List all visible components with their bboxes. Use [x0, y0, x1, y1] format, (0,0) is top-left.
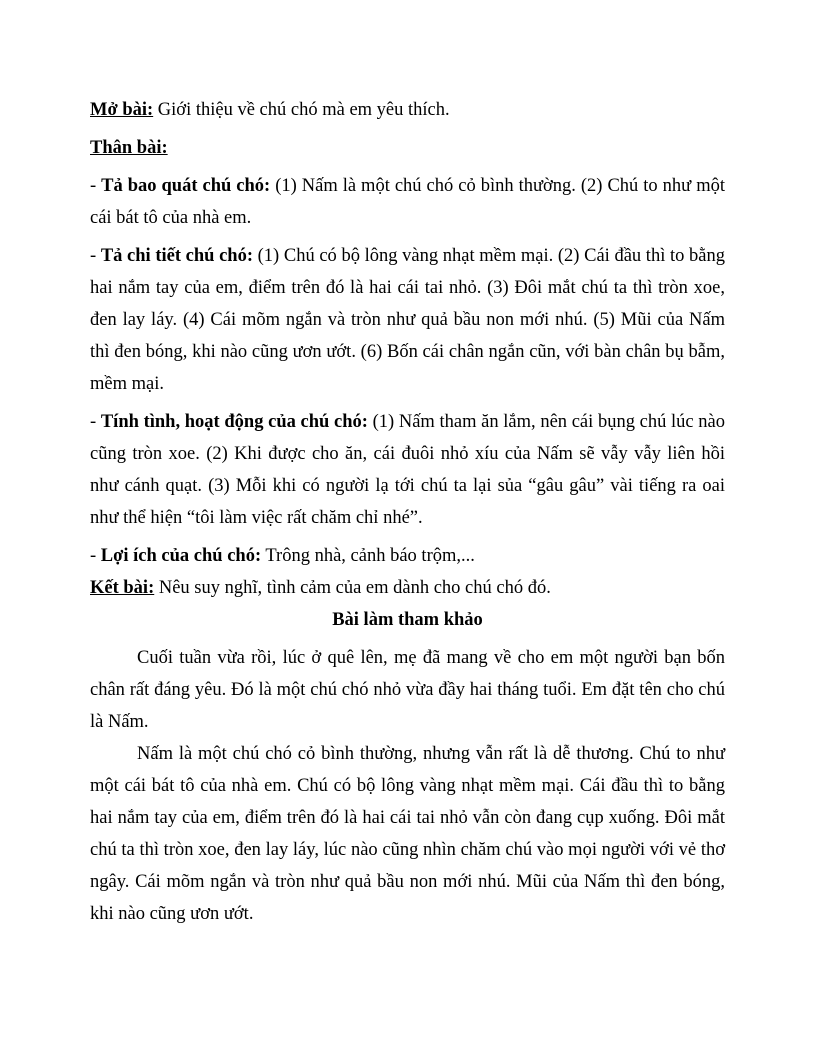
outline-item-tinh-tinh [90, 406, 725, 534]
outline-dash: - [90, 176, 102, 196]
outline-dash: - [90, 546, 101, 566]
outline-item-ket-bai [90, 572, 725, 604]
outline-label: Tính tình, hoạt động của chú chó: [100, 412, 368, 432]
outline-item-ta-bao-quat [90, 170, 725, 234]
outline-item-ta-chi-tiet [90, 240, 725, 400]
outline-label: Tả bao quát chú chó: [101, 176, 271, 196]
outline-text: Giới thiệu về chú chó mà em yêu thích. [153, 100, 450, 120]
outline-label: Mở bài: [90, 100, 154, 120]
outline-text: (1) Chú có bộ lông vàng nhạt mềm mại. (2) Cái đầu thì to bằng hai nắm tay của em, điểm trên đó là hai cái tai nhỏ. (3) Đôi mắt chú ta thì tròn xoe, đen lay láy. (4) Cái mõm ngắn và tròn như quả bầu non mới nhú. (5) Mũi của Nấm thì đen bóng, khi nào cũng ươn ướt. (6) Bốn cái chân ngắn cũn, với bàn chân bụ bẫm, mềm mại. [90, 246, 725, 394]
outline-label: Tả chi tiết chú chó: [100, 246, 253, 266]
outline-text: Trông nhà, cảnh báo trộm,... [261, 546, 475, 566]
body-paragraph: Cuối tuần vừa rồi, lúc ở quê lên, mẹ đã mang về cho em một người bạn bốn chân rất đáng yêu. Đó là một chú chó nhỏ vừa đầy hai tháng tuổi. Em đặt tên cho chú là Nấm. [90, 648, 725, 732]
outline-item-mo-bai [90, 94, 725, 126]
outline-item-loi-ich [90, 540, 725, 572]
outline-label: Lợi ích của chú chó: [100, 546, 262, 566]
outline-text: Nêu suy nghĩ, tình cảm của em dành cho chú chó đó. [154, 578, 551, 598]
body-paragraph: Nấm là một chú chó cỏ bình thường, nhưng vẫn rất là dễ thương. Chú to như một cái bát tô của nhà em. Chú có bộ lông vàng nhạt mềm mại. Cái đầu thì to bằng hai nắm tay của em, điểm trên đó là hai cái tai nhỏ vẫn còn đang cụp xuống. Đôi mắt chú ta thì tròn xoe, đen lay láy, lúc nào cũng nhìn chăm chú vào mọi người với vẻ thơ ngây. Cái mõm ngắn và tròn như quả bầu non mới nhú. Mũi của Nấm thì đen bóng, khi nào cũng ươn ướt. [90, 744, 725, 924]
outline-text: (1) Nấm là một chú chó cỏ bình thường. (2) Chú to như một cái bát tô của nhà em. [90, 176, 725, 228]
outline-dash: - [90, 246, 101, 266]
section-heading: Bài làm tham khảo [332, 610, 483, 630]
outline-label: Thân bài: [90, 138, 168, 158]
outline-text: (1) Nấm tham ăn lắm, nên cái bụng chú lúc nào cũng tròn xoe. (2) Khi được cho ăn, cái đuôi nhỏ xíu của Nấm sẽ vẫy vẫy liên hồi như cánh quạt. (3) Mỗi khi có người lạ tới chú ta lại sủa “gâu gâu” vài tiếng ra oai như thể hiện “tôi làm việc rất chăm chỉ nhé”. [90, 412, 725, 528]
outline-dash: - [90, 412, 101, 432]
outline-item-than-bai [90, 132, 725, 164]
outline-label: Kết bài: [90, 578, 155, 598]
